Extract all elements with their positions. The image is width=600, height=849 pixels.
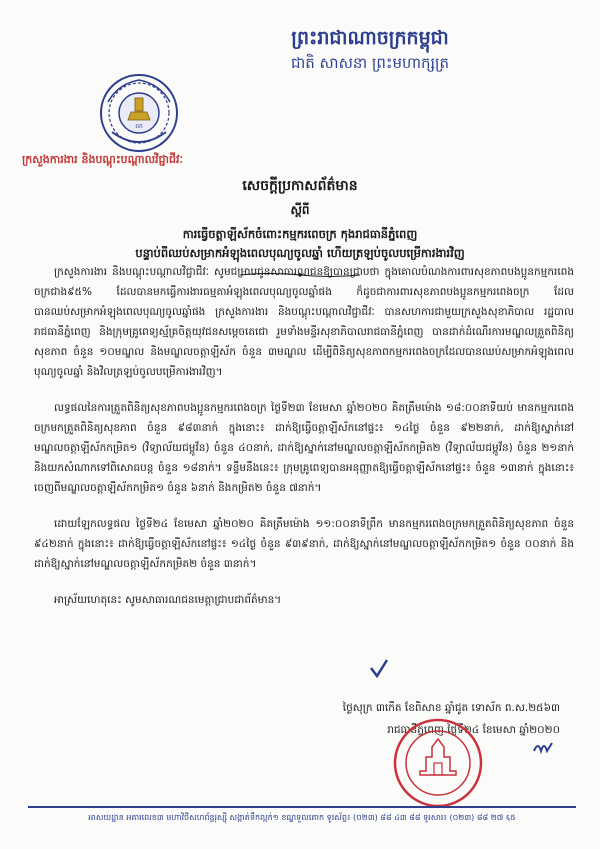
initial-mark-icon	[532, 739, 554, 755]
document-title: សេចក្តីប្រកាសព័ត៌មាន	[242, 178, 358, 194]
national-motto: ជាតិ សាសនា ព្រះមហាក្សត្រ	[290, 54, 450, 72]
ministry-name: ក្រសួងការងារ និងបណ្តុះបណ្តាលវិជ្ជាជីវៈ	[22, 153, 183, 166]
title-line-2: បន្ទាប់ពីឈប់សម្រាកអំឡុងពេលបុណ្យចូលឆ្នាំ ហើយត្រឡប់ចូលបម្រើការងារវិញ	[135, 246, 465, 260]
paragraph-4: អាស្រ័យហេតុនេះ សូមសាធារណជនមេត្តាជ្រាបជាព័ត៌មាន។	[54, 594, 282, 606]
lunar-date: ថ្ងៃសុក្រ ៣កើត ខែពិសាខ ឆ្នាំជូត ទោស័ក ព.ស.២៥៦៣	[342, 702, 560, 714]
kingdom-heading: ព្រះរាជាណាចក្រកម្ពុជា	[291, 27, 449, 49]
footer-address: អាសយដ្ឋាន អគារលេខ៣ មហាវិថីសហព័ន្ធរុស្ស៊ី សង្កាត់ទឹកល្អក់១ ខណ្ឌទួលគោក ទូរស័ព្ទ៖ (០២៣) ៨៨ ៤៣ ៨៨ ទូរសារ៖ (០២៣) ៨៨ ២៧ ६៥	[88, 813, 516, 822]
logo-lettering: ពក	[135, 123, 143, 130]
official-seal-icon	[392, 717, 484, 809]
paragraph-2: លទ្ធផលនៃការត្រួតពិនិត្យសុខភាពបងប្អូនកម្មករពេងចក្រ ថ្ងៃទី២៣ ខែមេសា ឆ្នាំ២០២០ គិតត្រឹមម៉ោង ១៨:០០នាទីយប់ មានកម្មករពេងចក្រមកត្រួតពិនិត្យសុខភាព ចំនួន ៩៨៣នាក់ ក្នុងនោះ៖ ដាក់ឱ្យធ្វើចត្តាឡីស័កនៅផ្ទះ៖ ១៤ថ្ងៃ ចំនួន ៩២២នាក់, ដាក់ឱ្យស្នាក់នៅមណ្ឌលចត្តាឡីស័កកម្រិត១ (វិទ្យាល័យជម្ពូវ័ន) ចំនួន ៤០នាក់, ដាក់ឱ្យស្នាក់នៅមណ្ឌលចត្តាឡីស័កកម្រិត២ (វិទ្យាល័យជម្ពូវ័ន) ចំនួន ២១នាក់ និងយកសំណាកទៅពិសោធបន្ត ចំនួន ១៨នាក់។ ទន្ទឹមនឹងនេះ៖ ក្រុមគ្រូពេទ្យបានអនុញ្ញាតឱ្យធ្វើចត្តាឡីស័កនៅផ្ទះ៖ ចំនួន ១៣នាក់ ក្នុងនោះ៖ ចេញពីមណ្ឌលចត្តាឡីស័កកម្រិត១ ចំនួន ៦នាក់ និងកម្រិត២ ចំនួន ៧នាក់។	[34, 402, 574, 494]
footer-divider	[28, 806, 576, 808]
paragraph-3: ដោយឡែកលទ្ធផល ថ្ងៃទី២៤ ខែមេសា ឆ្នាំ២០២០ គិតត្រឹមម៉ោង ១១:០០នាទីព្រឹក មានកម្មករពេងចក្រមកត្រួតពិនិត្យសុខភាព ចំនួន ៩៤២នាក់ ក្នុងនោះ៖ ដាក់ឱ្យធ្វើចត្តាឡីស័កនៅផ្ទះ៖ ១៤ថ្ងៃ ចំនួន ៩៣៩នាក់, ដាក់ឱ្យស្នាក់នៅមណ្ឌលចត្តាឡីស័កកម្រិត១ ចំនួន ០០នាក់ និងដាក់ឱ្យស្នាក់នៅមណ្ឌលចត្តាឡីស័កកម្រិត២ ចំនួន ៣នាក់។	[34, 518, 574, 570]
document-subtitle: ស្តីពី	[290, 203, 310, 217]
ministry-logo-icon	[98, 72, 180, 154]
paragraph-1: ក្រសួងការងារ និងបណ្តុះបណ្តាលវិជ្ជាជីវៈ សូមជម្រាបជូនសាធារណជនឱ្យបានជ្រាបថា ក្នុងគោលបំណងការពារសុខភាពបងប្អូនកម្មករពេងចក្រជាង៩៥% ដែលបានមកធ្វើការងារធម្មតាអំឡុងពេលបុណ្យចូលឆ្នាំផង ក៏ដូចជាការពារសុខភាពបងប្អូនកម្មករពេងចក្រ ដែលបានឈប់សម្រាកអំឡុងពេលបុណ្យចូលឆ្នាំផង ក្រសួងការងារ និងបណ្តុះបណ្តាលវិជ្ជាជីវៈ បានសហការជាមួយក្រសួងសុខាភិបាល រដ្ឋបាលរាជធានីភ្នំពេញ និងក្រុមគ្រូពេទ្យស្ម័គ្រចិត្តយុវជនសម្តេចតេជោ រួមទាំងមន្ទីរសុខាភិបាលរាជធានីភ្នំពេញ បានដាក់ដំណើរការមណ្ឌលត្រួតពិនិត្យសុខភាព ចំនួន ១០មណ្ឌល និងមណ្ឌលចត្តាឡីស័ក ចំនួន ៣មណ្ឌល ដើម្បីពិនិត្យសុខភាពកម្មករពេងចក្រដែលបានឈប់សម្រាកអំឡុងពេលបុណ្យចូលឆ្នាំ និងវិលត្រឡប់ចូលបម្រើការងារវិញ។	[34, 266, 574, 378]
document-body	[34, 262, 574, 626]
title-line-1: ការធ្វើចត្តាឡីស័កចំពោះកម្មករពេចក្រ កុងរាជធានីភ្នំពេញ	[182, 227, 418, 241]
place-date: រាជធានីភ្នំពេញ ថ្ងៃទី២៤ ខែមេសា ឆ្នាំ២០២០	[387, 724, 560, 736]
tick-mark-icon	[368, 658, 390, 680]
